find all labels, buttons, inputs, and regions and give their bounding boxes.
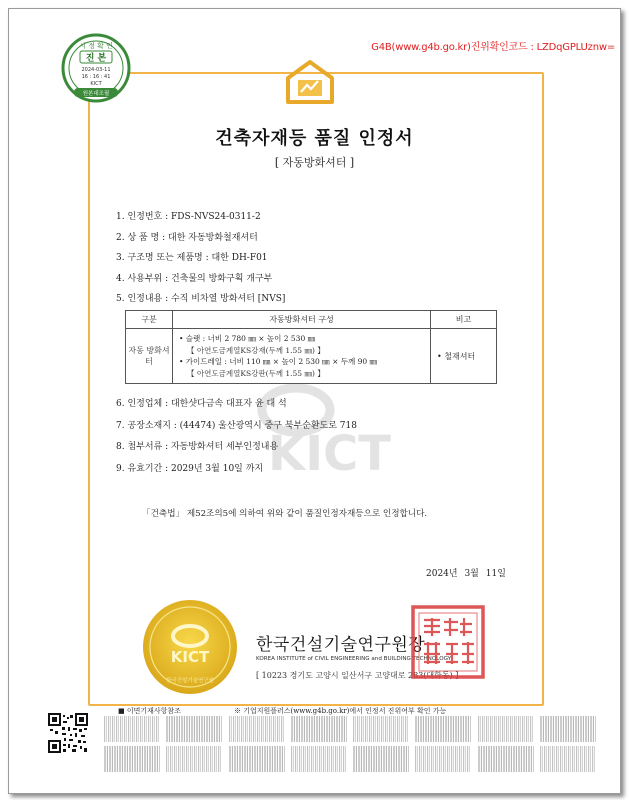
- table-header-category: 구분: [126, 311, 173, 329]
- quality-house-logo-icon: [284, 58, 336, 106]
- item-cert-number: 1. 인정번호 : FDS-NVS24-0311-2: [116, 212, 261, 222]
- table-cell-category: 자동 방화셔터: [126, 329, 173, 384]
- item-factory-address: 7. 공장소재지 : (44474) 울산광역시 중구 북부순환도로 718: [116, 420, 357, 431]
- item-valid-until: 9. 유효기간 : 2029년 3월 10일 까지: [116, 463, 264, 474]
- issuer-address: [ 10223 경기도 고양시 일산서구 고양대로 283(대화동) ]: [256, 671, 459, 680]
- spec-slat-material: 【 아연도금계열KS강재(두께 1.55 ㎜) 】: [187, 345, 325, 355]
- verification-code: G4B(www.g4b.go.kr)진위확인코드 : LZDqGPLUznw=: [371, 42, 615, 53]
- gold-seal-logo: KICT: [170, 648, 210, 666]
- issuer-title: 한국건설기술연구원장: [256, 635, 426, 655]
- issue-date: 2024년 3월 11일: [426, 569, 506, 579]
- kict-gold-seal-icon: [141, 598, 239, 696]
- document-barcode: [104, 716, 596, 776]
- certificate-title: 건축자재등 품질 인정서: [215, 128, 414, 149]
- certificate-items-2: [116, 394, 357, 480]
- qr-code-icon[interactable]: [48, 713, 88, 753]
- certificate-subtitle: [ 자동방화셔터 ]: [274, 156, 355, 169]
- item-usage-area: 4. 사용부위 : 건축물의 방화구획 개구부: [116, 273, 273, 284]
- spec-guiderail-material: 【 아연도금계열KS강판(두께 1.55 ㎜) 】: [187, 368, 325, 378]
- seal-date: 2024-03-11: [81, 67, 111, 73]
- official-red-seal-icon: [410, 604, 486, 680]
- seal-bottom-text: 원본대조필: [82, 91, 110, 97]
- spec-guiderail: • 가이드레일 : 너비 110 ㎜ × 높이 2 530 ㎜ × 두께 90 ㎜: [179, 357, 378, 366]
- issuer-english-name: KOREA INSTITUTE of CIVIL ENGINEERING and BUILDING TECHNOLOGY: [256, 656, 452, 662]
- spec-slat: • 슬랫 : 너비 2 780 ㎜ × 높이 2 530 ㎜: [179, 334, 316, 343]
- seal-top-text: 시 정 확 인: [79, 42, 113, 50]
- footnote-back-reference: ■ 이면기재사항참조: [118, 707, 181, 715]
- law-statement: 「건축법」 제52조의5에 의하여 위와 같이 품질인정자재등으로 인정합니다.: [142, 509, 428, 519]
- table-header-remark: 비고: [431, 311, 497, 329]
- certificate-items: [116, 207, 285, 310]
- item-company: 6. 인정업체 : 대한샷다금속 대표자 윤 대 석: [116, 399, 287, 409]
- gold-seal-ring-text: 한국건설기술연구원: [166, 678, 214, 684]
- table-cell-remark: • 철재셔터: [431, 329, 497, 384]
- watermark-text: KICT: [268, 426, 392, 480]
- seal-main-text: 진 본: [85, 53, 107, 64]
- seal-org: KICT: [90, 81, 102, 87]
- item-product-name: 2. 상 품 명 : 대한 자동방화철재셔터: [116, 232, 258, 243]
- table-header-composition: 자동방화셔터 구성: [173, 311, 431, 329]
- item-structure-name: 3. 구조명 또는 제품명 : 대한 DH-F01: [116, 253, 268, 263]
- footnote-verification: ※ 기업지원플러스(www.g4b.go.kr)에서 인정서 진위여부 확인 가능: [234, 707, 447, 715]
- certified-copy-seal-icon: [60, 32, 132, 104]
- seal-time: 16 : 16 : 41: [81, 74, 111, 80]
- item-attachments: 8. 첨부서류 : 자동방화셔터 세부인정내용: [116, 442, 279, 452]
- item-cert-content: 5. 인정내용 : 수직 비차열 방화셔터 [NVS]: [116, 294, 286, 304]
